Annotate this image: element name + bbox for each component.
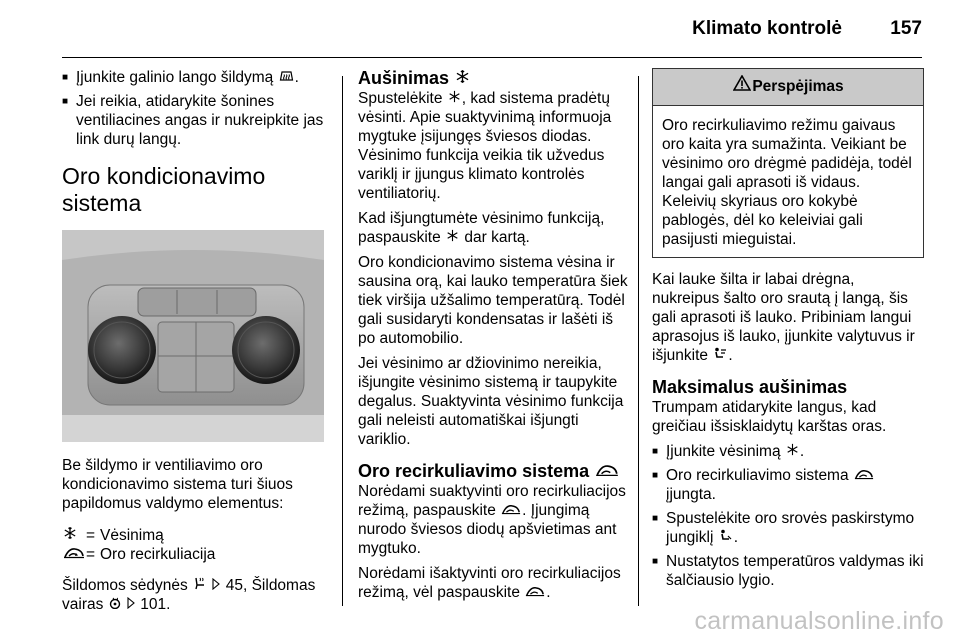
snowflake-icon (448, 89, 461, 108)
air-distribution-icon (713, 346, 727, 365)
column-1 (62, 68, 324, 620)
rear-window-heating-icon (279, 68, 294, 87)
recirculation-icon (595, 461, 619, 482)
max-cooling-intro: Trumpam atidarykite langus, kad greičiau išsisklaidytų karštas oras. (652, 399, 887, 435)
cooling-activate-text: Spustelėkite , kad sistema pradėtų vėsinti. Apie suaktyvinimą informuoja mygtuke įsijungęs šviesos diodas. Vėsinimo funkcija veikia tik užvedus variklį ir įjungus klimato kontrolės ventiliatorių. (358, 90, 612, 202)
section-heading-recirculation: Oro recirkuliavimo sistema (358, 461, 628, 482)
bullet-rear-window: ■ Įjunkite galinio lango šildymą . (62, 68, 324, 87)
recirc-activate-text: Norėdami suaktyvinti oro recirkuliacijos režimą, paspauskite . Įjungimą nurodo šviesos diodų apšvietimas ant mygtuko. (358, 483, 626, 557)
page-number: 157 (890, 18, 922, 39)
column-2 (358, 68, 628, 608)
section-heading-ac: Oro kondicionavimo sistema (62, 163, 266, 216)
recirc-deactivate-text: Norėdami išaktyvinti oro recirkuliacijos režimą, vėl paspauskite . (358, 565, 621, 601)
warning-triangle-icon (733, 69, 751, 105)
recirculation-icon (854, 466, 874, 485)
legend-ac-label: Vėsinimą (100, 527, 164, 544)
cooling-condensate-text: Oro kondicionavimo sistema vėsina ir sausina orą, kai lauko temperatūra šiek tiek viršija užšalimo temperatūrą. Todėl gali susidaryti kondensatas ir lašėti iš po automobilio. (358, 254, 628, 347)
bullet-enable-cooling: ■ Įjunkite vėsinimą . (652, 442, 924, 461)
seat-heating-icon (193, 576, 206, 595)
reference-arrow-icon (212, 576, 220, 595)
snowflake-icon (63, 526, 85, 545)
cross-reference-text: Šildomos sėdynės 45, Šildomas vairas 101. (62, 577, 316, 613)
header-rule (62, 57, 922, 58)
column-3 (652, 68, 924, 595)
fogging-text: Kai lauke šilta ir labai drėgna, nukreipus šalto oro srautą į langą, šis gali aprasoti iš lauko. Pribiniam langui aprasojus iš lauko, įjunkite valytuvus ir išjunkite . (652, 271, 915, 364)
snowflake-icon (786, 442, 799, 461)
control-legend: = Vėsinimą = Oro recirkuliacija (62, 526, 324, 564)
bullet-temperature: ■ Nustatytos temperatūros valdymas iki šalčiausio lygio. (652, 552, 924, 590)
section-heading-cooling: Aušinimas (358, 68, 628, 89)
ac-intro-text: Be šildymo ir ventiliavimo oro kondicionavimo sistema turi šiuos papildomus valdymo elementus: (62, 457, 293, 512)
steering-heating-icon (109, 595, 121, 614)
recirculation-icon (501, 501, 521, 520)
watermark: carmanualsonline.info (694, 607, 944, 635)
bullet-recirc-on: ■ Oro recirkuliavimo sistema įjungta. (652, 466, 924, 504)
warning-body: Oro recirkuliavimo režimu gaivaus oro kaita yra sumažinta. Veikiant be vėsinimo oro drėgmė padidėja, todėl langai gali aprasoti iš vidaus. Keleivių skyriaus oro kokybė pablogės, dėl ko keleiviai gali pasijusti mieguistai. (662, 117, 912, 248)
warning-box (652, 68, 924, 258)
reference-arrow-icon (127, 595, 135, 614)
section-heading-max-cooling: Maksimalus aušinimas (652, 377, 848, 397)
page-title: Klimato kontrolė (692, 18, 842, 39)
snowflake-icon (455, 68, 470, 89)
cooling-deactivate-text: Kad išjungtumėte vėsinimo funkciją, paspauskite dar kartą. (358, 210, 605, 246)
recirculation-icon (525, 583, 545, 602)
bullet-air-distribution: ■ Spustelėkite oro srovės paskirstymo jungiklį . (652, 509, 924, 547)
warning-header: Perspėjimas (653, 69, 923, 106)
column-divider-1 (342, 76, 343, 606)
bullet-side-vents: ■ Jei reikia, atidarykite šonines ventiliacines angas ir nukreipkite jas link durų langų. (62, 92, 324, 149)
snowflake-icon (446, 228, 459, 247)
cooling-fuel-text: Jei vėsinimo ar džiovinimo nereikia, išjungite vėsinimo sistemą ir taupykite degalus. Suaktyvinta vėsinimo funkcija gali neleisti automatiškai išjungti variklio. (358, 355, 624, 448)
recirculation-icon (63, 545, 85, 564)
column-divider-2 (638, 76, 639, 606)
air-distribution-icon (719, 528, 733, 547)
legend-recirc-label: Oro recirkuliacija (100, 546, 216, 563)
climate-control-panel-image (62, 230, 324, 442)
